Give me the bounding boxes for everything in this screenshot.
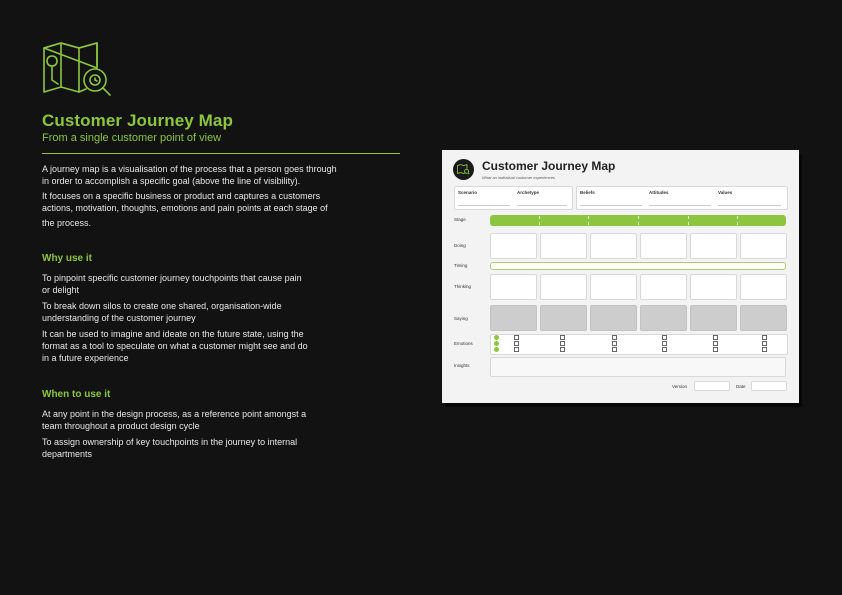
emotion-checkbox xyxy=(560,341,565,346)
emotions-row xyxy=(490,334,788,355)
template-subtitle: What an individual customer experiences xyxy=(482,175,555,180)
emotion-checkbox xyxy=(762,335,767,340)
thinking-cell xyxy=(540,274,587,300)
why-line: It can be used to imagine and ideate on the future state, using the xyxy=(42,329,304,339)
why-line: in a future experience xyxy=(42,353,129,363)
thinking-cell xyxy=(740,274,787,300)
emotion-checkbox xyxy=(514,347,519,352)
row-label-doing: Doing xyxy=(454,243,466,248)
thinking-cell xyxy=(490,274,537,300)
row-label-emotions: Emotions xyxy=(454,341,473,346)
insights-row xyxy=(490,357,786,377)
emotion-checkbox xyxy=(662,347,667,352)
template-title: Customer Journey Map xyxy=(482,159,616,173)
emotion-checkbox xyxy=(662,335,667,340)
persona-label-attitudes: Attitudes xyxy=(649,190,669,195)
stage-divider xyxy=(638,216,639,225)
why-heading: Why use it xyxy=(42,253,93,264)
when-heading: When to use it xyxy=(42,389,111,400)
intro-line: A journey map is a visualisation of the process that a person goes through xyxy=(42,164,337,174)
saying-cell xyxy=(490,305,537,331)
emotion-checkbox xyxy=(713,335,718,340)
emotion-checkbox xyxy=(762,347,767,352)
doing-cell xyxy=(740,233,787,259)
row-label-timing: Timing xyxy=(454,263,468,268)
emotion-dot xyxy=(494,341,499,346)
when-line: To assign ownership of key touchpoints in the journey to internal xyxy=(42,437,298,447)
doing-cell xyxy=(690,233,737,259)
map-search-icon xyxy=(42,42,114,98)
why-line: To pinpoint specific customer journey touchpoints that cause pain xyxy=(42,273,302,283)
why-line: understanding of the customer journey xyxy=(42,313,196,323)
doing-cell xyxy=(640,233,687,259)
date-field xyxy=(751,381,787,391)
emotion-checkbox xyxy=(612,335,617,340)
emotion-checkbox xyxy=(612,341,617,346)
intro-section xyxy=(42,163,382,229)
page-title: Customer Journey Map xyxy=(42,111,233,130)
page-subtitle: From a single customer point of view xyxy=(42,132,222,144)
persona-label-beliefs: Beliefs xyxy=(580,190,595,195)
version-label: Version xyxy=(672,384,688,389)
row-label-insights: Insights xyxy=(454,363,470,368)
row-label-thinking: Thinking xyxy=(454,284,472,289)
saying-cell xyxy=(690,305,737,331)
thinking-cell xyxy=(640,274,687,300)
saying-cell xyxy=(590,305,637,331)
emotion-checkbox xyxy=(762,341,767,346)
row-label-saying: Saying xyxy=(454,316,468,321)
timing-bar xyxy=(490,262,786,270)
stage-divider xyxy=(539,216,540,225)
why-line: format as a tool to speculate on what a customer might see and do xyxy=(42,341,308,351)
emotion-checkbox xyxy=(560,347,565,352)
emotion-checkbox xyxy=(713,341,718,346)
saying-cell xyxy=(740,305,787,331)
when-section xyxy=(42,408,382,460)
intro-line: It focuses on a specific business or product and captures a customers xyxy=(42,191,321,201)
when-line: At any point in the design process, as a reference point amongst a xyxy=(42,409,307,419)
persona-label-scenario: Scenario xyxy=(458,190,478,195)
journey-map-template-preview xyxy=(442,150,799,403)
emotion-checkbox xyxy=(514,335,519,340)
persona-box-beliefs xyxy=(576,186,788,210)
emotion-checkbox xyxy=(514,341,519,346)
doing-cell xyxy=(590,233,637,259)
why-line: To break down silos to create one shared, organisation-wide xyxy=(42,301,282,311)
thinking-cell xyxy=(690,274,737,300)
why-line: or delight xyxy=(42,285,80,295)
saying-cell xyxy=(640,305,687,331)
when-line: departments xyxy=(42,449,93,459)
map-search-icon xyxy=(457,164,470,175)
persona-label-values: Values xyxy=(718,190,733,195)
date-label: Date xyxy=(736,384,746,389)
emotion-dot xyxy=(494,335,499,340)
persona-label-archetype: Archetype xyxy=(517,190,540,195)
stage-divider xyxy=(737,216,738,225)
emotion-checkbox xyxy=(662,341,667,346)
stage-divider xyxy=(688,216,689,225)
stage-divider xyxy=(588,216,589,225)
when-line: team throughout a product design cycle xyxy=(42,421,200,431)
saying-cell xyxy=(540,305,587,331)
persona-box-scenario-archetype xyxy=(454,186,573,210)
title-divider xyxy=(42,153,400,154)
thinking-cell xyxy=(590,274,637,300)
emotion-checkbox xyxy=(713,347,718,352)
doing-cell xyxy=(490,233,537,259)
doing-cell xyxy=(540,233,587,259)
emotion-checkbox xyxy=(560,335,565,340)
emotion-checkbox xyxy=(612,347,617,352)
emotion-dot xyxy=(494,347,499,352)
why-section xyxy=(42,272,382,364)
row-label-stage: Stage xyxy=(454,217,466,222)
intro-line: the process. xyxy=(42,218,92,228)
intro-line: actions, motivation, thoughts, emotions and pain points at each stage of xyxy=(42,203,328,213)
intro-line: in order to accomplish a specific goal (above the line of visibility). xyxy=(42,176,301,186)
version-field xyxy=(694,381,730,391)
template-logo xyxy=(453,159,474,180)
